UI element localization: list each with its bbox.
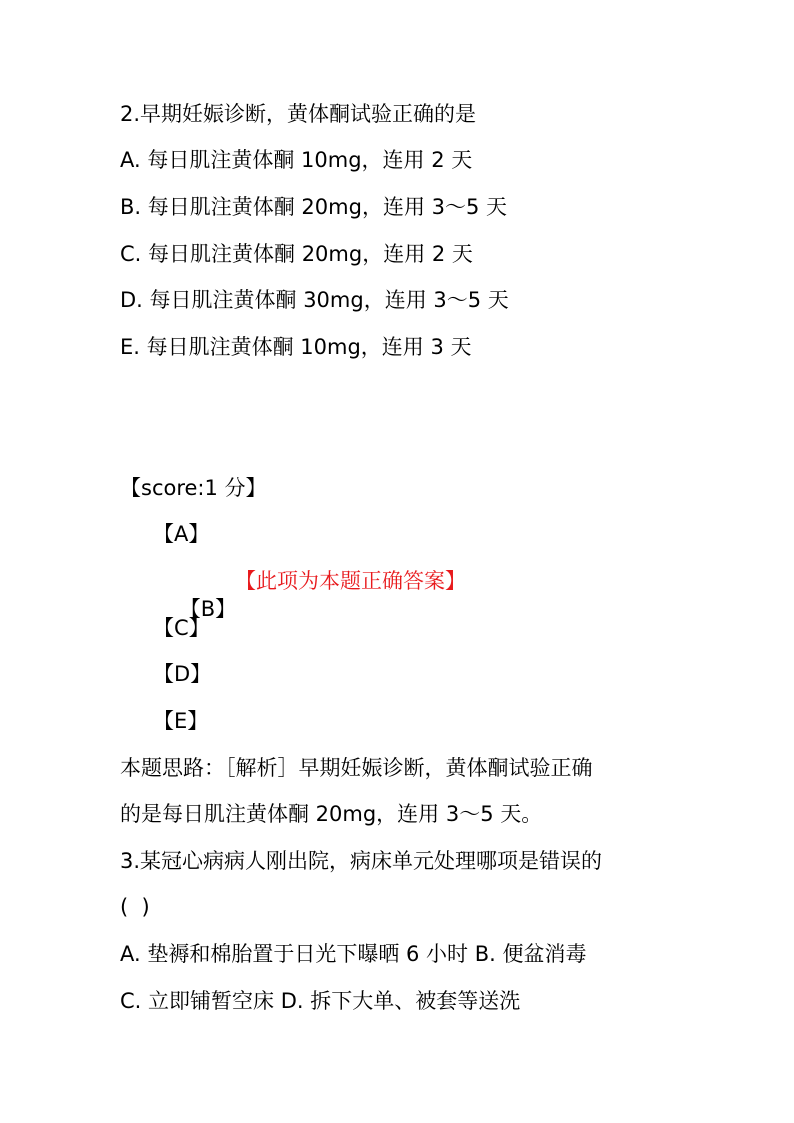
option-e: E. 每日肌注黄体酮 10mg，连用 3 天 xyxy=(120,335,472,359)
explanation-line-2: 的是每日肌注黄体酮 20mg，连用 3～5 天。 xyxy=(120,802,543,826)
question-3-stem-line-2: ( ) xyxy=(120,895,150,919)
choice-b-label: 【B】 xyxy=(179,597,237,621)
choice-c: 【C】 xyxy=(153,616,210,640)
question-3-options-line-1: A. 垫褥和棉胎置于日光下曝晒 6 小时 B. 便盆消毒 xyxy=(120,942,587,966)
explanation-line-1: 本题思路：［解析］早期妊娠诊断，黄体酮试验正确 xyxy=(120,756,593,780)
choice-d: 【D】 xyxy=(153,662,212,686)
option-a: A. 每日肌注黄体酮 10mg，连用 2 天 xyxy=(120,148,473,172)
choice-e: 【E】 xyxy=(153,709,209,733)
question-3-stem-line-1: 3.某冠心病病人刚出院，病床单元处理哪项是错误的 xyxy=(120,849,603,873)
choice-a: 【A】 xyxy=(153,522,210,546)
correct-answer-note: 【此项为本题正确答案】 xyxy=(235,569,466,593)
option-b: B. 每日肌注黄体酮 20mg，连用 3～5 天 xyxy=(120,195,508,219)
score-label: 【score:1 分】 xyxy=(120,476,267,500)
question-2-stem: 2.早期妊娠诊断，黄体酮试验正确的是 xyxy=(120,102,477,126)
option-d: D. 每日肌注黄体酮 30mg，连用 3～5 天 xyxy=(120,288,509,312)
question-3-options-line-2: C. 立即铺暂空床 D. 拆下大单、被套等送洗 xyxy=(120,989,521,1013)
option-c: C. 每日肌注黄体酮 20mg，连用 2 天 xyxy=(120,242,473,266)
